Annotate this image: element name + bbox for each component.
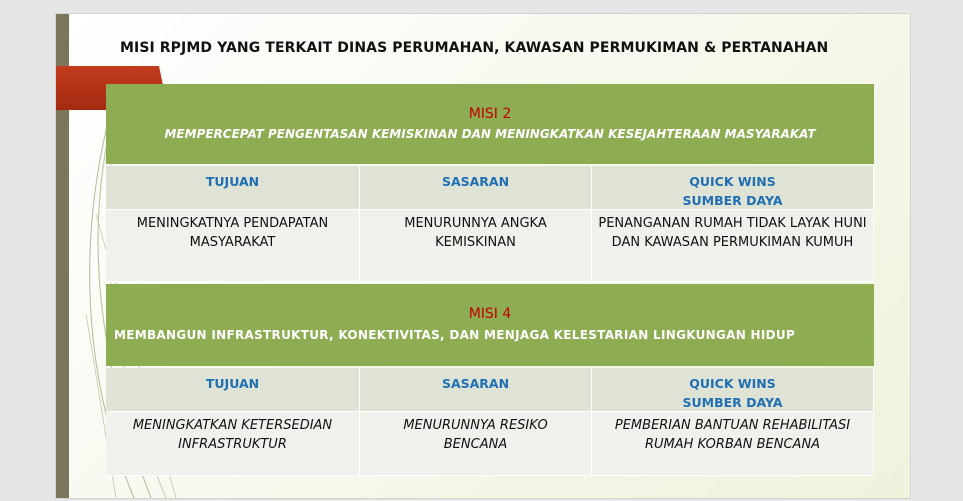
misi-number: MISI 2 [468,106,512,122]
column-header-tujuan: TUJUAN [106,166,360,210]
misi-description: MEMPERCEPAT PENGENTASAN KEMISKINAN DAN MENINGKATKAN KESEJAHTERAAN MASYARAKAT [164,127,816,141]
misi-number: MISI 4 [468,306,512,322]
misi-4-header [106,284,874,366]
table-cell-sasaran: MENURUNNYA ANGKA KEMISKINAN [360,210,592,282]
column-header-quick-wins: QUICK WINS SUMBER DAYA [592,166,874,210]
column-header-sasaran: SASARAN [360,166,592,210]
table-cell-quick-wins: PENANGANAN RUMAH TIDAK LAYAK HUNI DAN KAWASAN PERMUKIMAN KUMUH [592,210,874,282]
misi-2-table-header [106,166,874,210]
table-cell-tujuan: MENINGKATKAN KETERSEDIAN INFRASTRUKTUR [106,412,360,476]
misi-4-table-row [106,412,874,476]
presentation-slide [56,14,910,498]
table-cell-tujuan: MENINGKATNYA PENDAPATAN MASYARAKAT [106,210,360,282]
slide-title: MISI RPJMD YANG TERKAIT DINAS PERUMAHAN, KAWASAN PERMUKIMAN & PERTANAHAN [120,40,829,56]
misi-4-table-header [106,368,874,412]
misi-2-header [106,84,874,164]
column-header-tujuan: TUJUAN [106,368,360,412]
table-cell-quick-wins: PEMBERIAN BANTUAN REHABILITASI RUMAH KORBAN BENCANA [592,412,874,476]
misi-description: MEMBANGUN INFRASTRUKTUR, KONEKTIVITAS, DAN MENJAGA KELESTARIAN LINGKUNGAN HIDUP [114,328,796,342]
column-header-sasaran: SASARAN [360,368,592,412]
misi-2-table-row [106,210,874,282]
column-header-quick-wins: QUICK WINS SUMBER DAYA [592,368,874,412]
table-cell-sasaran: MENURUNNYA RESIKO BENCANA [360,412,592,476]
